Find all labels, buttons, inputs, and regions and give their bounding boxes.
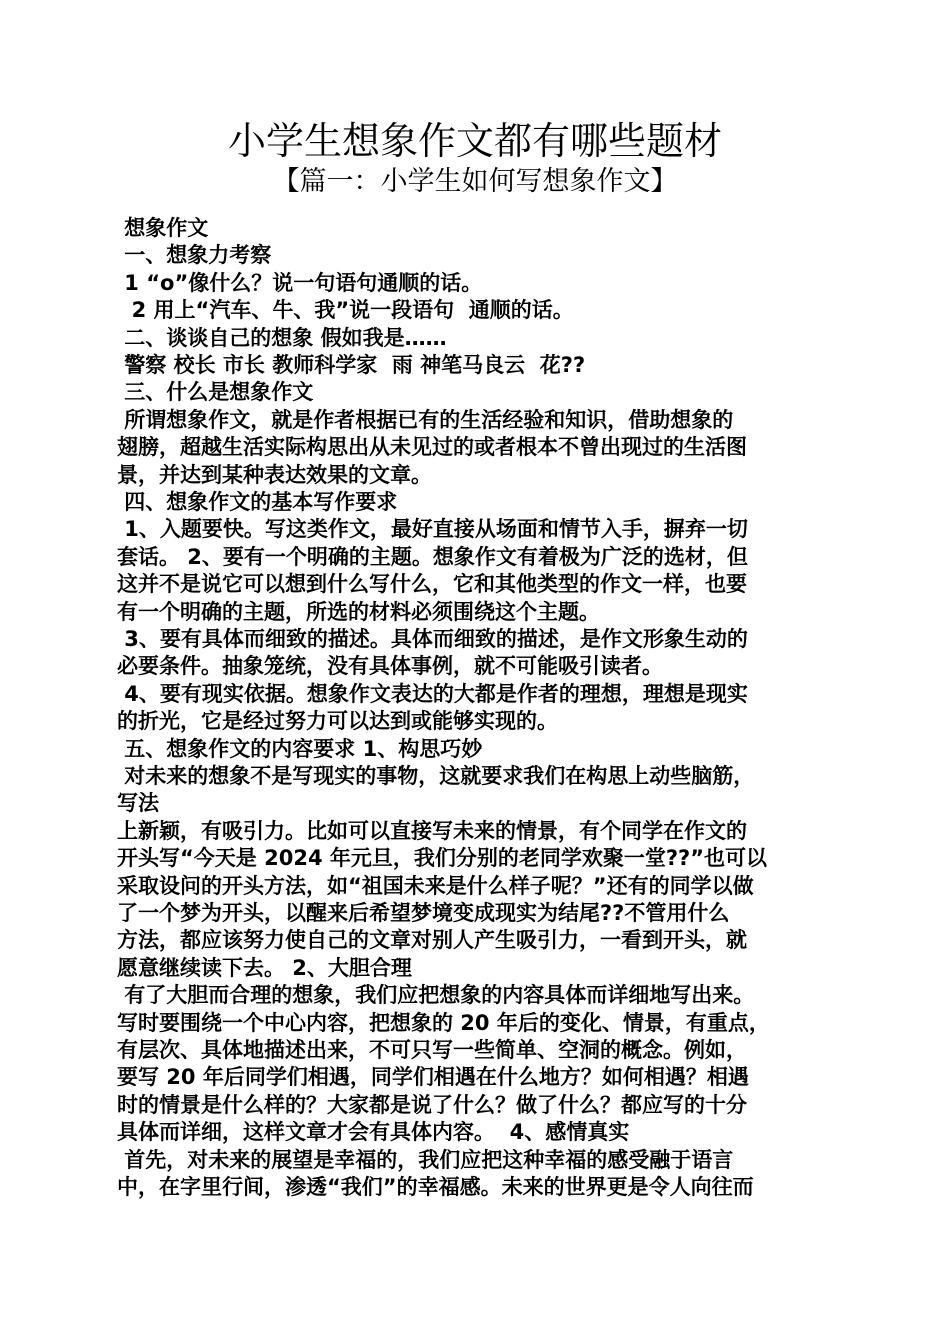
body-line: 首先，对未来的展望是幸福的，我们应把这种幸福的感受融于语言: [117, 1147, 734, 1172]
body-line: 这并不是说它可以想到什么写什么，它和其他类型的作文一样，也要: [117, 572, 747, 597]
body-line: 中，在字里行间，渗透“我们”的幸福感。未来的世界更是令人向往而: [117, 1175, 754, 1199]
body-line: 2 用上“汽车、牛、我”说一段语句 通顺的话。: [117, 298, 574, 323]
document-title: 小学生想象作文都有哪些题材: [227, 119, 722, 163]
body-line: 开头写“今天是 2024 年元旦，我们分别的老同学欢聚一堂??”也可以: [117, 846, 768, 871]
body-line: 景，并达到某种表达效果的文章。: [117, 462, 432, 487]
body-line: 二、谈谈自己的想象 假如我是……: [117, 325, 447, 350]
body-line: 一、想象力考察: [117, 243, 272, 268]
body-line: 想象作文: [117, 216, 209, 240]
body-line: 三、什么是想象作文: [117, 380, 314, 405]
body-line: 3、要有具体而细致的描述。具体而细致的描述，是作文形象生动的: [117, 627, 748, 651]
body-line: 具体而详细，这样文章才会有具体内容。 4、感情真实: [117, 1120, 630, 1145]
body-line: 有一个明确的主题，所选的材料必须围绕这个主题。: [117, 599, 600, 624]
body-line: 对未来的想象不是写现实的事物，这就要求我们在构思上动些脑筋，: [117, 764, 755, 788]
body-line: 所谓想象作文，就是作者根据已有的生活经验和知识，借助想象的: [117, 407, 734, 432]
body-line: 警察 校长 市长 教师科学家 雨 神笔马良云 花??: [117, 353, 586, 377]
body-line: 1 “o”像什么？说一句语句通顺的话。: [117, 270, 483, 295]
document-subtitle: 【篇一：小学生如何写想象作文】: [272, 166, 678, 197]
body-line: 了一个梦为开头，以醒来后希望梦境变成现实为结尾??不管用什么: [117, 901, 730, 925]
body-line: 1、入题要快。写这类作文，最好直接从场面和情节入手，摒弃一切: [117, 517, 748, 542]
body-line: 方法，都应该努力使自己的文章对别人产生吸引力，一看到开头，就: [117, 928, 747, 953]
body-line: 必要条件。抽象笼统，没有具体事例，就不可能吸引读者。: [117, 654, 663, 679]
body-line: 有了大胆而合理的想象，我们应把想象的内容具体而详细地写出来。: [117, 983, 755, 1008]
body-line: 有层次、具体地描述出来，不可只写一些简单、空洞的概念。例如，: [117, 1038, 747, 1062]
body-line: 写法: [117, 791, 159, 816]
body-line: 写时要围绕一个中心内容，把想象的 20 年后的变化、情景，有重点，: [117, 1010, 770, 1035]
body-line: 愿意继续读下去。 2、大胆合理: [117, 955, 412, 980]
body-line: 4、要有现实依据。想象作文表达的大都是作者的理想，理想是现实: [117, 681, 748, 706]
body-line: 翅膀，超越生活实际构思出从未见过的或者根本不曾出现过的生活图: [117, 435, 747, 460]
body-line: 采取设问的开头方法，如“祖国未来是什么样子呢？”还有的同学以做: [117, 873, 754, 898]
body-line: 时的情景是什么样的？大家都是说了什么？做了什么？都应写的十分: [117, 1092, 747, 1117]
body-line: 的折光，它是经过努力可以达到或能够实现的。: [117, 709, 558, 734]
body-line: 要写 20 年后同学们相遇，同学们相遇在什么地方？如何相遇？相遇: [117, 1065, 749, 1090]
body-line: 四、想象作文的基本写作要求: [117, 490, 398, 514]
body-line: 五、想象作文的内容要求 1、构思巧妙: [117, 736, 483, 761]
body-line: 套话。 2、要有一个明确的主题。想象作文有着极为广泛的选材，但: [117, 544, 748, 569]
body-line: 上新颖，有吸引力。比如可以直接写未来的情景，有个同学在作文的: [117, 818, 747, 843]
